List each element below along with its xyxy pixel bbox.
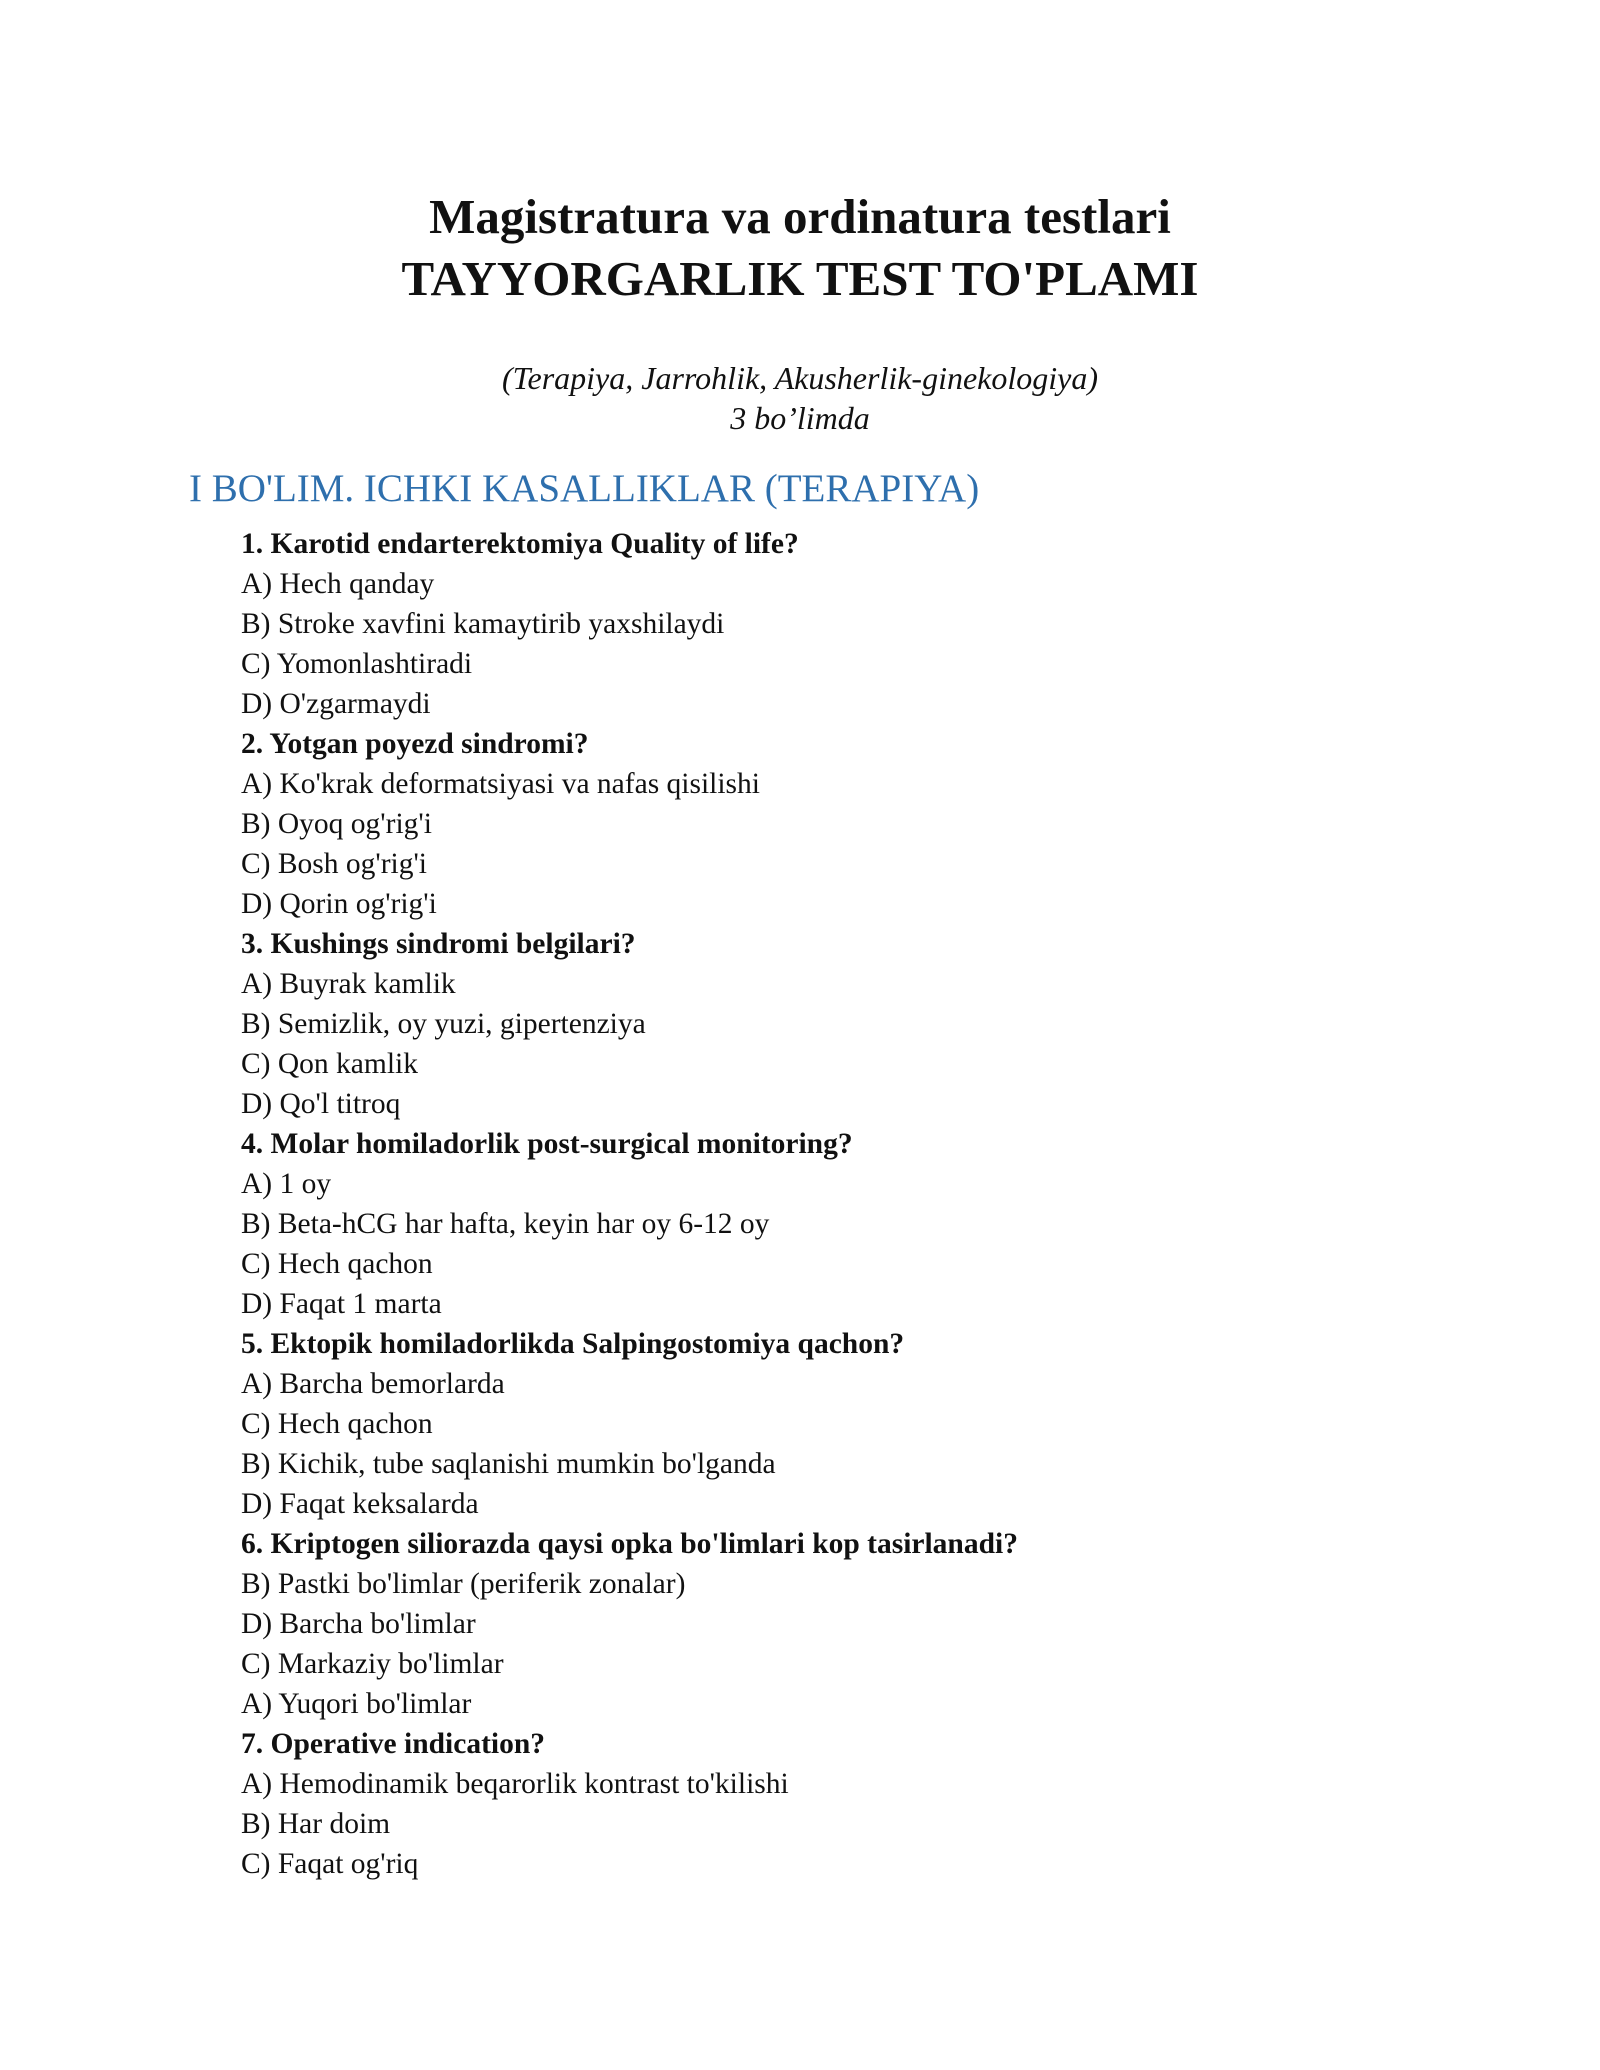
question-item xyxy=(241,924,1441,1124)
answer-option: A) Ko'krak deformatsiyasi va nafas qisilishi xyxy=(241,768,760,800)
answer-option: B) Kichik, tube saqlanishi mumkin bo'lganda xyxy=(241,1448,776,1480)
answer-option: A) Buyrak kamlik xyxy=(241,968,456,1000)
question-item xyxy=(241,524,1441,724)
answer-option: C) Markaziy bo'limlar xyxy=(241,1648,504,1680)
answer-option: C) Qon kamlik xyxy=(241,1048,418,1080)
question-title: 1. Karotid endarterektomiya Quality of life? xyxy=(241,528,799,560)
question-title: 2. Yotgan poyezd sindromi? xyxy=(241,728,589,760)
answer-option: C) Faqat og'riq xyxy=(241,1848,419,1880)
question-title: 3. Kushings sindromi belgilari? xyxy=(241,928,636,960)
answer-option: A) 1 oy xyxy=(241,1168,332,1200)
answer-option: B) Har doim xyxy=(241,1808,391,1840)
question-item xyxy=(241,1324,1441,1524)
answer-option: B) Pastki bo'limlar (periferik zonalar) xyxy=(241,1568,686,1600)
question-title: 6. Kriptogen siliorazda qaysi opka bo'limlari kop tasirlanadi? xyxy=(241,1528,1018,1560)
answer-option: A) Yuqori bo'limlar xyxy=(241,1688,472,1720)
question-item xyxy=(241,724,1441,924)
answer-option: D) O'zgarmaydi xyxy=(241,688,431,720)
title-line-1: Magistratura va ordinatura testlari xyxy=(429,189,1171,244)
answer-option: C) Hech qachon xyxy=(241,1408,433,1440)
question-list xyxy=(241,524,1441,1884)
answer-option: D) Barcha bo'limlar xyxy=(241,1608,476,1640)
answer-option: B) Stroke xavfini kamaytirib yaxshilaydi xyxy=(241,608,725,640)
subtitle-line-1: (Terapiya, Jarrohlik, Akusherlik-ginekologiya) xyxy=(501,360,1099,396)
title-block xyxy=(0,186,1600,310)
title-line-2: TAYYORGARLIK TEST TO'PLAMI xyxy=(401,251,1199,306)
answer-option: A) Hech qanday xyxy=(241,568,435,600)
question-item xyxy=(241,1524,1441,1724)
subtitle-line-2: 3 bo’limda xyxy=(730,400,870,436)
answer-option: B) Oyoq og'rig'i xyxy=(241,808,432,840)
answer-option: D) Faqat keksalarda xyxy=(241,1488,479,1520)
answer-option: A) Barcha bemorlarda xyxy=(241,1368,505,1400)
answer-option: D) Qo'l titroq xyxy=(241,1088,401,1120)
answer-option: C) Yomonlashtiradi xyxy=(241,648,473,680)
answer-option: D) Qorin og'rig'i xyxy=(241,888,437,920)
question-title: 7. Operative indication? xyxy=(241,1728,546,1760)
question-title: 5. Ektopik homiladorlikda Salpingostomiya qachon? xyxy=(241,1328,905,1360)
answer-option: C) Hech qachon xyxy=(241,1248,433,1280)
subtitle-block xyxy=(0,358,1600,438)
answer-option: B) Beta-hCG har hafta, keyin har oy 6-12 oy xyxy=(241,1208,770,1240)
answer-option: B) Semizlik, oy yuzi, gipertenziya xyxy=(241,1008,646,1040)
question-item xyxy=(241,1724,1441,1884)
section-heading: I BO'LIM. ICHKI KASALLIKLAR (TERAPIYA) xyxy=(189,467,980,510)
question-item xyxy=(241,1124,1441,1324)
answer-option: C) Bosh og'rig'i xyxy=(241,848,428,880)
question-title: 4. Molar homiladorlik post-surgical monitoring? xyxy=(241,1128,853,1160)
answer-option: D) Faqat 1 marta xyxy=(241,1288,442,1320)
answer-option: A) Hemodinamik beqarorlik kontrast to'kilishi xyxy=(241,1768,789,1800)
